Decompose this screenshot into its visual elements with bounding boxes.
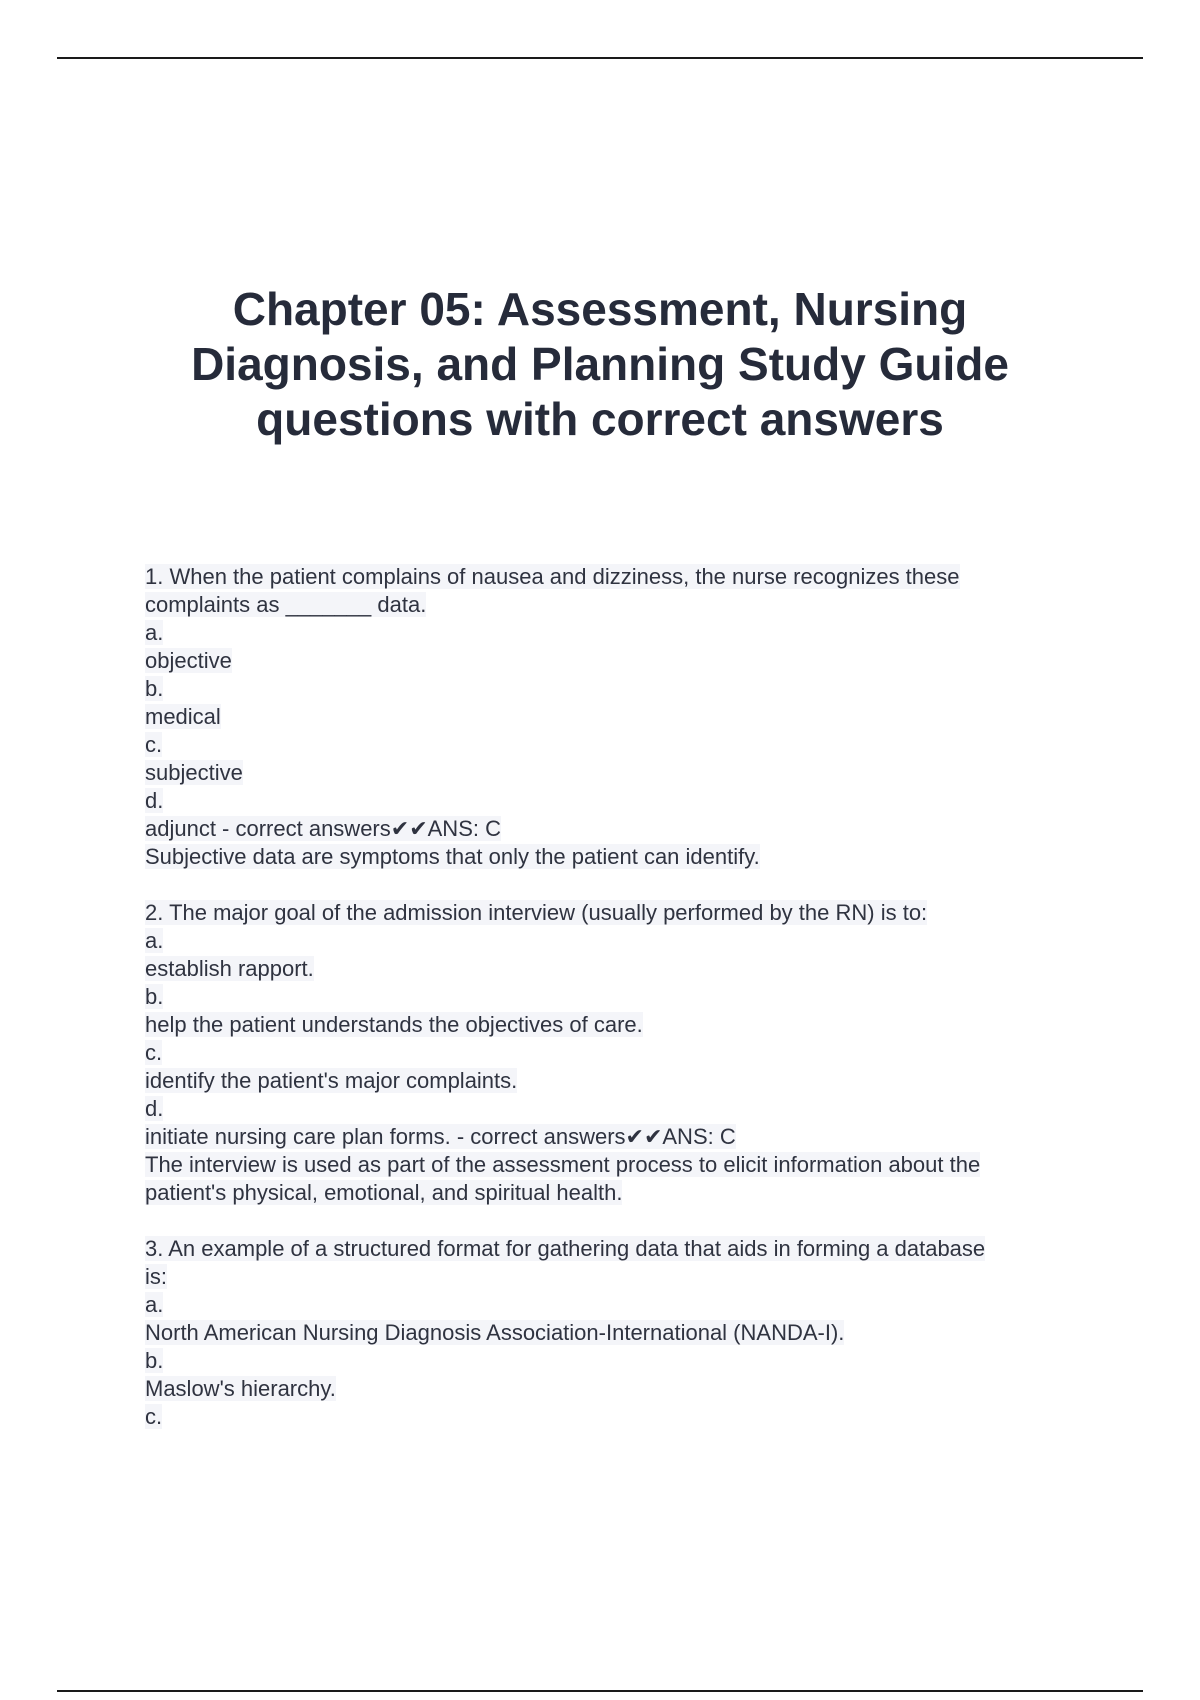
option-letter: a. [145,620,164,645]
option-letter: a. [145,928,164,953]
option-text: establish rapport. [145,956,314,981]
option-letter: b. [145,676,164,701]
option-letter: d. [145,788,164,813]
option-text: subjective [145,760,243,785]
question-3 [145,1235,1085,1431]
option-letter: b. [145,1348,164,1373]
option-letter: b. [145,984,164,1009]
option-text-with-answer: initiate nursing care plan forms. - correct answers✔✔ANS: C [145,1124,736,1149]
rationale: Subjective data are symptoms that only the patient can identify. [145,844,760,869]
option-text-with-answer: adjunct - correct answers✔✔ANS: C [145,816,501,841]
page-title: Chapter 05: Assessment, Nursing Diagnosis, and Planning Study Guide questions with correct answers [191,283,1009,445]
option-letter: a. [145,1292,164,1317]
rationale: The interview is used as part of the assessment process to elicit information about the [145,1152,981,1177]
option-text: North American Nursing Diagnosis Association-International (NANDA-I). [145,1320,845,1345]
bottom-rule [57,1690,1143,1692]
option-letter: d. [145,1096,164,1121]
question-stem: 1. When the patient complains of nausea and dizziness, the nurse recognizes these [145,564,960,589]
question-stem: 3. An example of a structured format for gathering data that aids in forming a database [145,1236,986,1261]
option-letter: c. [145,732,163,757]
question-1 [145,563,1085,871]
rationale: patient's physical, emotional, and spiritual health. [145,1180,623,1205]
question-stem: 2. The major goal of the admission interview (usually performed by the RN) is to: [145,900,928,925]
option-text: medical [145,704,221,729]
option-text: help the patient understands the objectives of care. [145,1012,643,1037]
option-letter: c. [145,1404,163,1429]
question-list [145,563,1085,1431]
option-letter: c. [145,1040,163,1065]
top-rule [57,57,1143,59]
option-text: Maslow's hierarchy. [145,1376,336,1401]
option-text: objective [145,648,232,673]
question-stem: is: [145,1264,167,1289]
question-stem: complaints as _______ data. [145,592,427,617]
question-2 [145,899,1085,1207]
option-text: identify the patient's major complaints. [145,1068,518,1093]
